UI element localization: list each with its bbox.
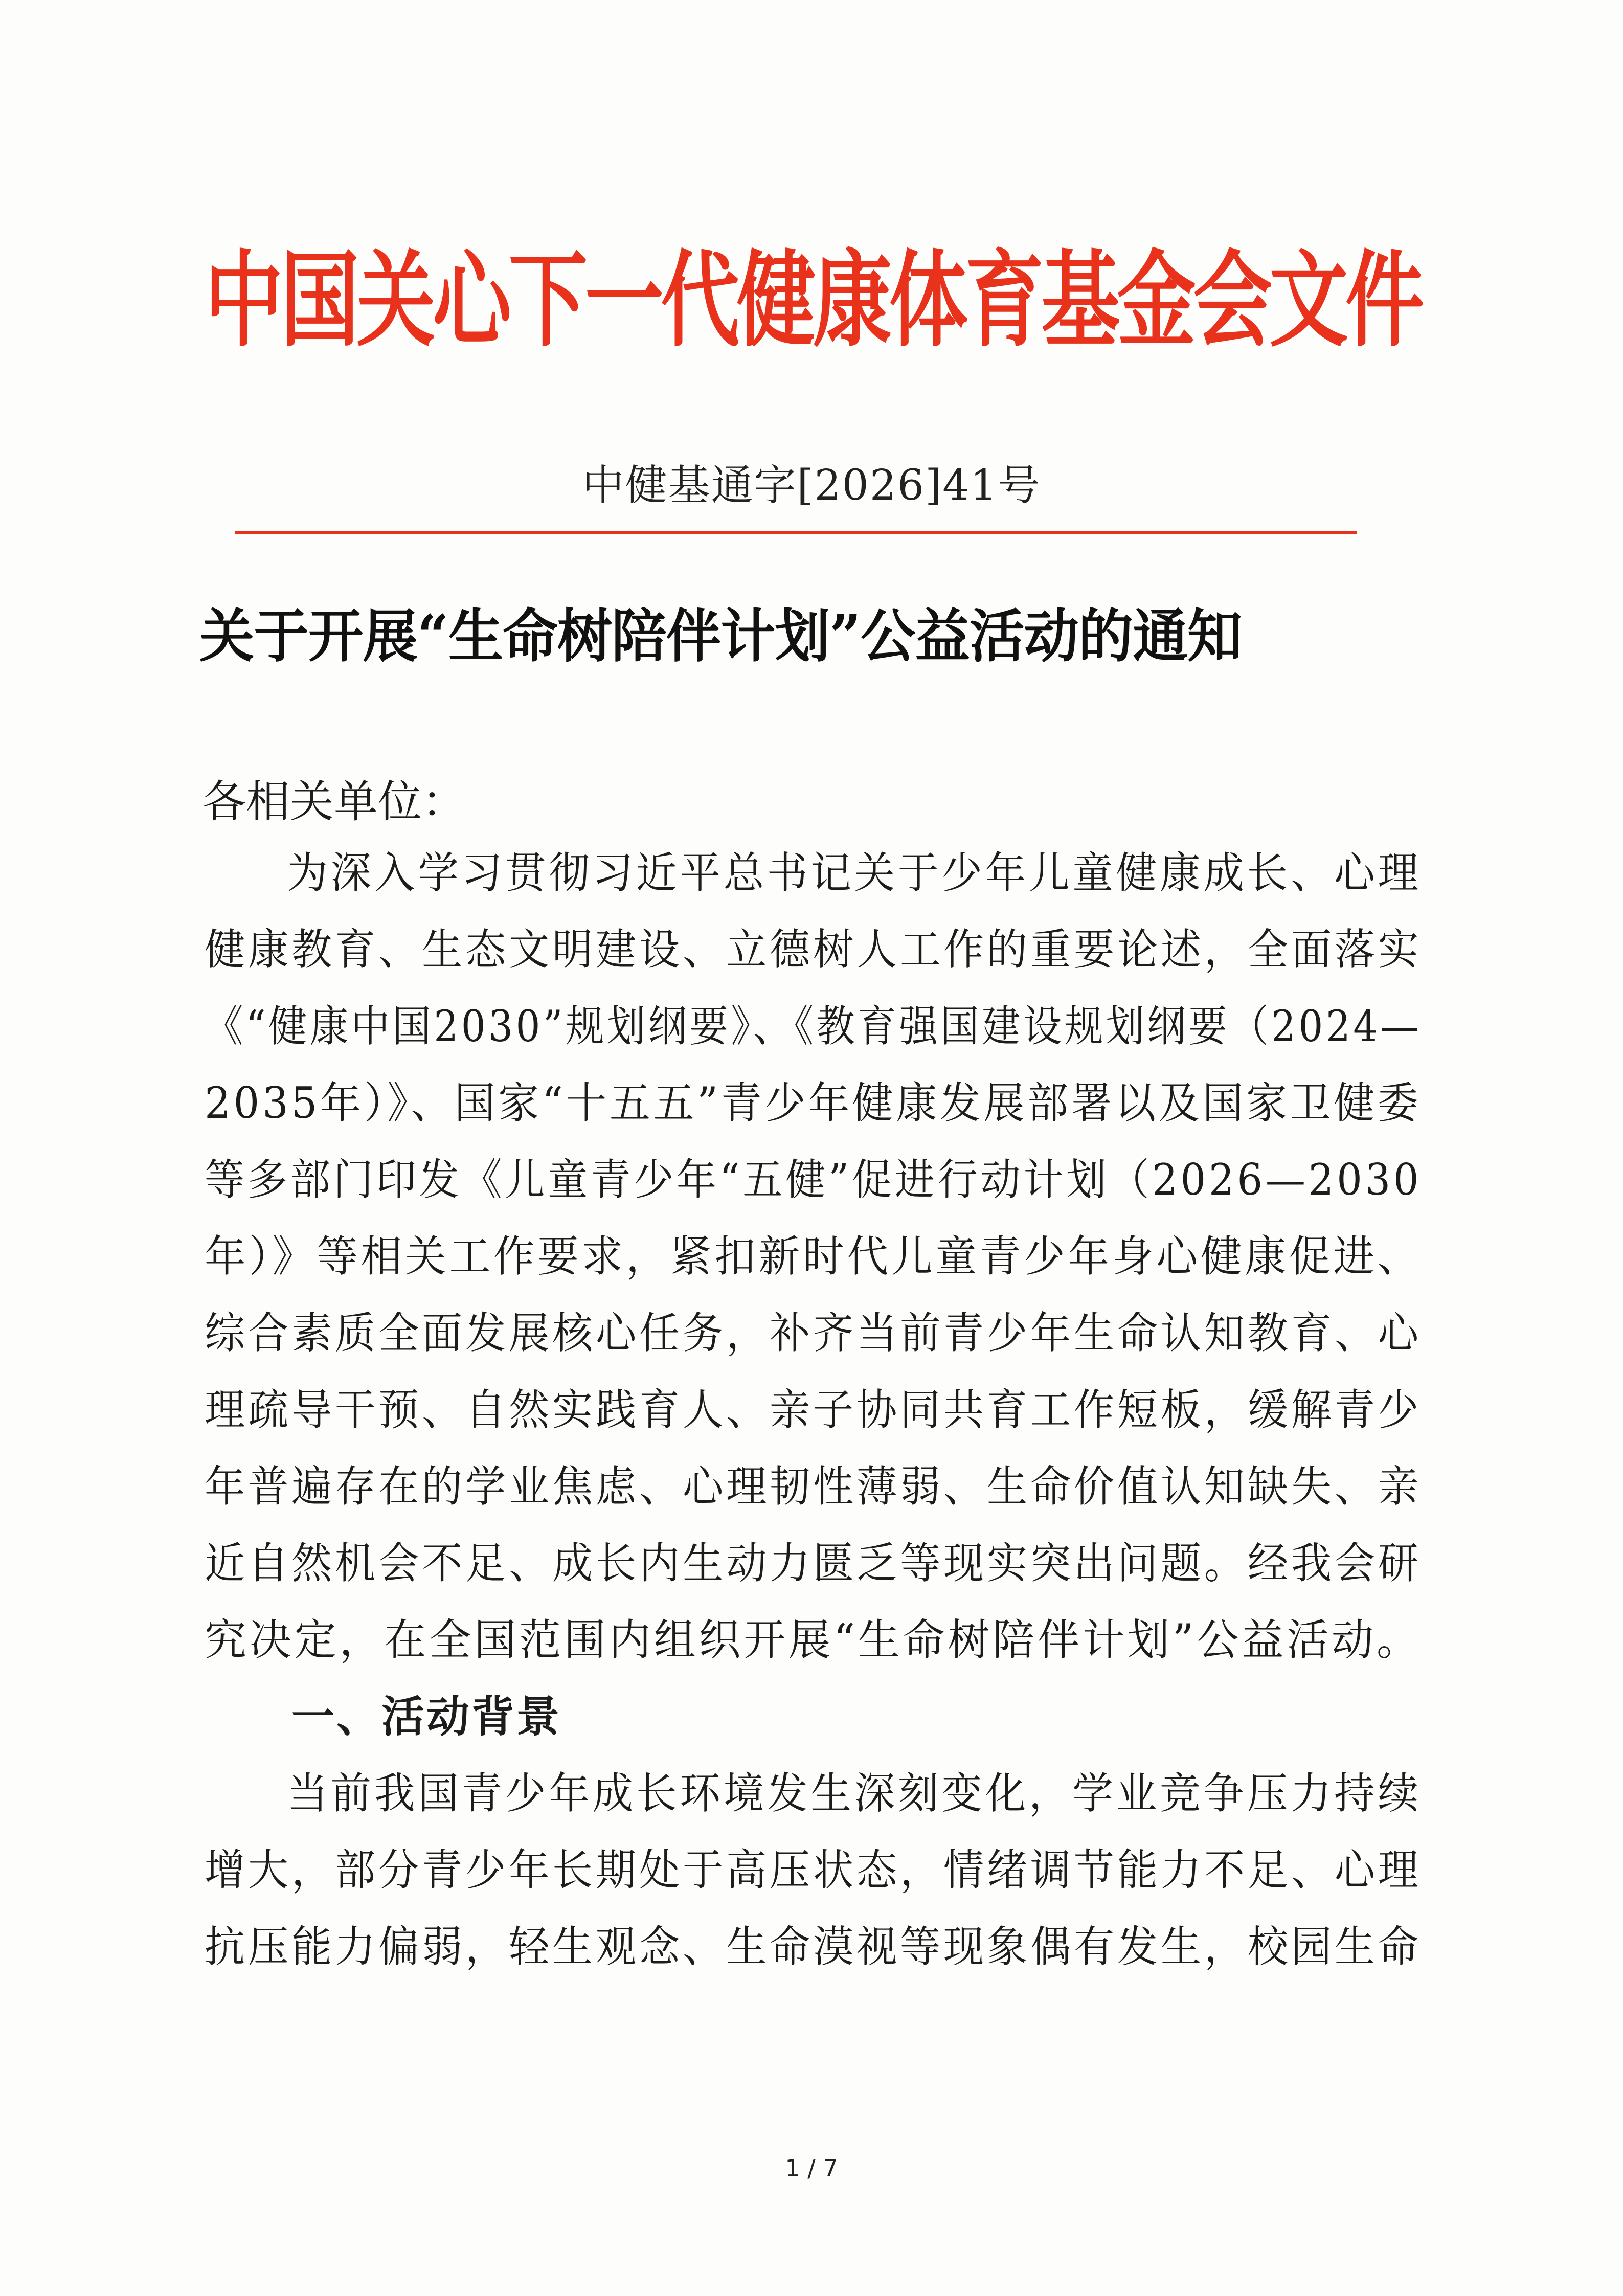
salutation: 各相关单位： (202, 776, 466, 827)
body-line: 抗压能力偏弱，轻生观念、生命漠视等现象偶有发生，校园生命 (205, 1922, 1422, 1972)
body-line: 《“健康中国2030”规划纲要》、《教育强国建设规划纲要（2024— (205, 1001, 1422, 1051)
document-number: 中健基通字[2026]41号 (582, 461, 1041, 510)
page-number: 1 / 7 (785, 2154, 838, 2182)
body-line: 为深入学习贯彻习近平总书记关于少年儿童健康成长、心理 (287, 848, 1422, 898)
body-line: 当前我国青少年成长环境发生深刻变化，学业竞争压力持续 (287, 1768, 1422, 1818)
body-line: 2035年）》、国家“十五五”青少年健康发展部署以及国家卫健委 (205, 1078, 1422, 1128)
body-line: 年）》等相关工作要求，紧扣新时代儿童青少年身心健康促进、 (205, 1231, 1422, 1281)
body-line: 健康教育、生态文明建设、立德树人工作的重要论述，全面落实 (205, 925, 1422, 975)
red-divider-rule (235, 531, 1357, 534)
document-title: 关于开展“生命树陪伴计划”公益活动的通知 (199, 603, 1242, 670)
body-line: 增大，部分青少年长期处于高压状态，情绪调节能力不足、心理 (205, 1845, 1422, 1895)
red-masthead: 中国关心下一代健康体育基金会文件 (205, 240, 1422, 361)
body-line: 年普遍存在的学业焦虑、心理韧性薄弱、生命价值认知缺失、亲 (205, 1461, 1422, 1512)
body-line: 近自然机会不足、成长内生动力匮乏等现实突出问题。经我会研 (205, 1538, 1422, 1588)
body-line: 理疏导干预、自然实践育人、亲子协同共育工作短板，缓解青少 (205, 1385, 1422, 1435)
section-heading: 一、活动背景 (291, 1692, 562, 1742)
body-line: 综合素质全面发展核心任务，补齐当前青少年生命认知教育、心 (205, 1308, 1422, 1358)
body-text (205, 835, 1422, 1985)
body-line: 究决定，在全国范围内组织开展“生命树陪伴计划”公益活动。 (205, 1615, 1422, 1665)
body-line: 等多部门印发《儿童青少年“五健”促进行动计划（2026—2030 (205, 1155, 1422, 1205)
